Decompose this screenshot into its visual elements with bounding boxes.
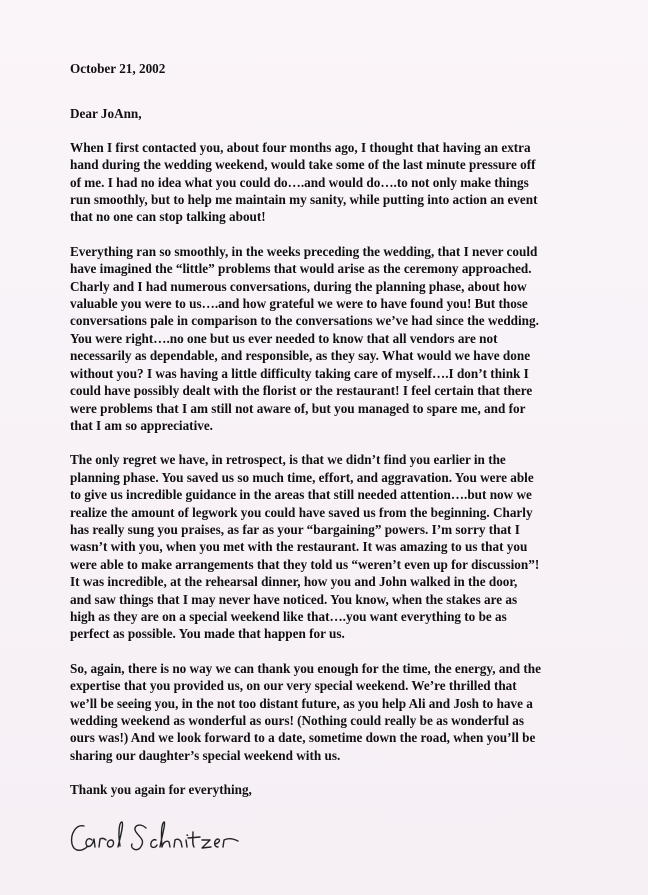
paragraph-line: without you? I was having a little difficulty taking care of myself….I don’t think I: [70, 365, 529, 381]
paragraph-line: and saw things that I may never have noticed. You know, when the stakes are as: [70, 591, 518, 607]
paragraph-line: has really sung you praises, as far as your “bargaining” powers. I’m sorry that I: [70, 521, 520, 537]
paragraph-line: Everything ran so smoothly, in the weeks preceding the wedding, that I never could: [70, 243, 538, 259]
paragraph-line: to give us incredible guidance in the areas that still needed attention….but now we: [70, 487, 532, 503]
letter-salutation: Dear JoAnn,: [70, 106, 142, 122]
paragraph-line: of me. I had no idea what you could do….and would do….to not only make things: [70, 174, 529, 190]
handwritten-signature: [66, 812, 266, 860]
letter-closing: Thank you again for everything,: [70, 782, 252, 798]
paragraph-line: expertise that you provided us, on our very special weekend. We’re thrilled that: [70, 678, 517, 694]
letter-date: October 21, 2002: [70, 61, 166, 76]
paragraph-line: valuable you were to us….and how grateful we were to have found you! But those: [70, 296, 528, 312]
paragraph-line: could have possibly dealt with the florist or the restaurant! I feel certain that there: [70, 383, 533, 399]
paragraph-line: ours was!) And we look forward to a date, sometime down the road, when you’ll be: [70, 730, 536, 746]
paragraph-line: run smoothly, but to help me maintain my sanity, while putting into action an event: [70, 192, 538, 208]
paragraph-line: realize the amount of legwork you could have saved us from the beginning. Charly: [70, 504, 533, 520]
paragraph-line: necessarily as dependable, and responsible, as they say. What would we have done: [70, 348, 531, 364]
letter-body: [70, 60, 630, 799]
paragraph-line: sharing our daughter’s special weekend with us.: [70, 747, 341, 763]
letter-paragraph: [70, 660, 630, 764]
letter-paragraph: [70, 451, 630, 642]
paragraph-line: that no one can stop talking about!: [70, 209, 266, 225]
paragraph-line: planning phase. You saved us so much time, effort, and aggravation. You were able: [70, 469, 534, 485]
letter-paragraphs: [70, 139, 630, 764]
letter-paragraph: [70, 243, 630, 434]
paragraph-line: hand during the wedding weekend, would take some of the last minute pressure off: [70, 157, 536, 173]
paragraph-line: You were right….no one but us ever needed to know that all vendors are not: [70, 330, 498, 346]
paragraph-line: high as they are on a special weekend like that….you want everything to be as: [70, 608, 507, 624]
paragraph-line: So, again, there is no way we can thank you enough for the time, the energy, and the: [70, 660, 541, 676]
letter-paragraph: [70, 139, 630, 226]
paragraph-line: were able to make arrangements that they told us “weren’t even up for discussion”!: [70, 556, 540, 572]
paragraph-line: The only regret we have, in retrospect, is that we didn’t find you earlier in the: [70, 452, 506, 468]
paragraph-line: perfect as possible. You made that happen for us.: [70, 626, 345, 642]
paragraph-line: conversations pale in comparison to the conversations we’ve had since the wedding.: [70, 313, 539, 329]
paragraph-line: that I am so appreciative.: [70, 417, 213, 433]
paragraph-line: were problems that I am still not aware of, but you managed to spare me, and for: [70, 400, 526, 416]
paragraph-line: It was incredible, at the rehearsal dinner, how you and John walked in the door,: [70, 574, 518, 590]
paragraph-line: have imagined the “little” problems that would arise as the ceremony approached.: [70, 261, 532, 277]
paragraph-line: When I first contacted you, about four months ago, I thought that having an extra: [70, 139, 531, 155]
paragraph-line: we’ll be seeing you, in the not too distant future, as you help Ali and Josh to have a: [70, 695, 533, 711]
paragraph-line: Charly and I had numerous conversations, during the planning phase, about how: [70, 278, 527, 294]
paragraph-line: wedding weekend as wonderful as ours! (Nothing could really be as wonderful as: [70, 713, 525, 728]
paragraph-line: wasn’t with you, when you met with the restaurant. It was amazing to us that you: [70, 539, 528, 555]
